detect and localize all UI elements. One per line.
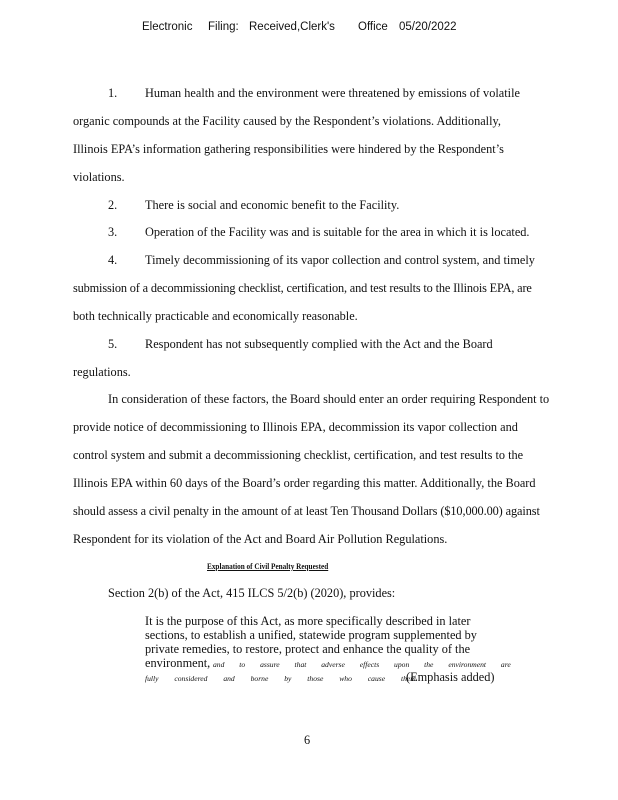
header-date: 05/20/2022 bbox=[399, 21, 457, 33]
quote-emphasis-line-4: and to assure that adverse effects upon the environment are bbox=[213, 660, 511, 669]
conclusion-line-4: Illinois EPA within 60 days of the Board’s order regarding this matter. Additionally, the Board bbox=[73, 476, 536, 490]
para-2-line-1: There is social and economic benefit to the Facility. bbox=[145, 198, 400, 212]
para-3-number: 3. bbox=[108, 225, 118, 239]
section-heading: Explanation of Civil Penalty Requested bbox=[207, 561, 329, 571]
para-5-line-2: regulations. bbox=[73, 365, 131, 379]
conclusion-line-1: In consideration of these factors, the Board should enter an order requiring Respondent to bbox=[108, 392, 550, 406]
para-5-line-1: Respondent has not subsequently complied with the Act and the Board bbox=[145, 337, 493, 351]
quote-line-2: sections, to establish a unified, statewide program supplemented by bbox=[145, 628, 477, 642]
header-electronic: Electronic bbox=[142, 21, 193, 33]
conclusion-line-2: provide notice of decommissioning to Illinois EPA, decommission its vapor collection and bbox=[73, 420, 518, 434]
quote-line-1: It is the purpose of this Act, as more specifically described in later bbox=[145, 614, 471, 628]
para-4-line-1: Timely decommissioning of its vapor collection and control system, and timely bbox=[145, 253, 535, 267]
quote-line-4a: environment, bbox=[145, 656, 211, 670]
header-received: Received,Clerk's bbox=[249, 21, 335, 33]
conclusion-line-6: Respondent for its violation of the Act and Board Air Pollution Regulations. bbox=[73, 532, 448, 546]
conclusion-line-5: should assess a civil penalty in the amount of at least Ten Thousand Dollars ($10,000.00) against bbox=[73, 504, 540, 518]
quote-emphasis-line-5: fully considered and borne by those who cause them. bbox=[145, 674, 418, 683]
quote-line-3: private remedies, to restore, protect and enhance the quality of the bbox=[145, 642, 471, 656]
para-1-line-3: Illinois EPA’s information gathering responsibilities were hindered by the Respondent’s bbox=[73, 142, 504, 156]
header-filing: Filing: bbox=[208, 21, 239, 33]
para-4-line-3: both technically practicable and economically reasonable. bbox=[73, 309, 358, 323]
para-3-line-1: Operation of the Facility was and is suitable for the area in which it is located. bbox=[145, 225, 530, 239]
section-intro: Section 2(b) of the Act, 415 ILCS 5/2(b) (2020), provides: bbox=[108, 586, 396, 600]
para-2-number: 2. bbox=[108, 198, 118, 212]
header-office: Office bbox=[358, 21, 388, 33]
para-1-line-2: organic compounds at the Facility caused by the Respondent’s violations. Additionally, bbox=[73, 114, 501, 128]
para-4-line-2: submission of a decommissioning checklist, certification, and test results to the Illinois EPA, are bbox=[73, 281, 532, 295]
para-1-line-4: violations. bbox=[73, 170, 125, 184]
para-4-number: 4. bbox=[108, 253, 118, 267]
page-number: 6 bbox=[304, 733, 311, 747]
conclusion-line-3: control system and submit a decommissioning checklist, certification, and test results to the bbox=[73, 448, 524, 462]
para-1-line-1: Human health and the environment were threatened by emissions of volatile bbox=[145, 86, 520, 100]
para-1-number: 1. bbox=[108, 86, 118, 100]
emphasis-added-note: (Emphasis added) bbox=[406, 670, 495, 684]
para-5-number: 5. bbox=[108, 337, 118, 351]
